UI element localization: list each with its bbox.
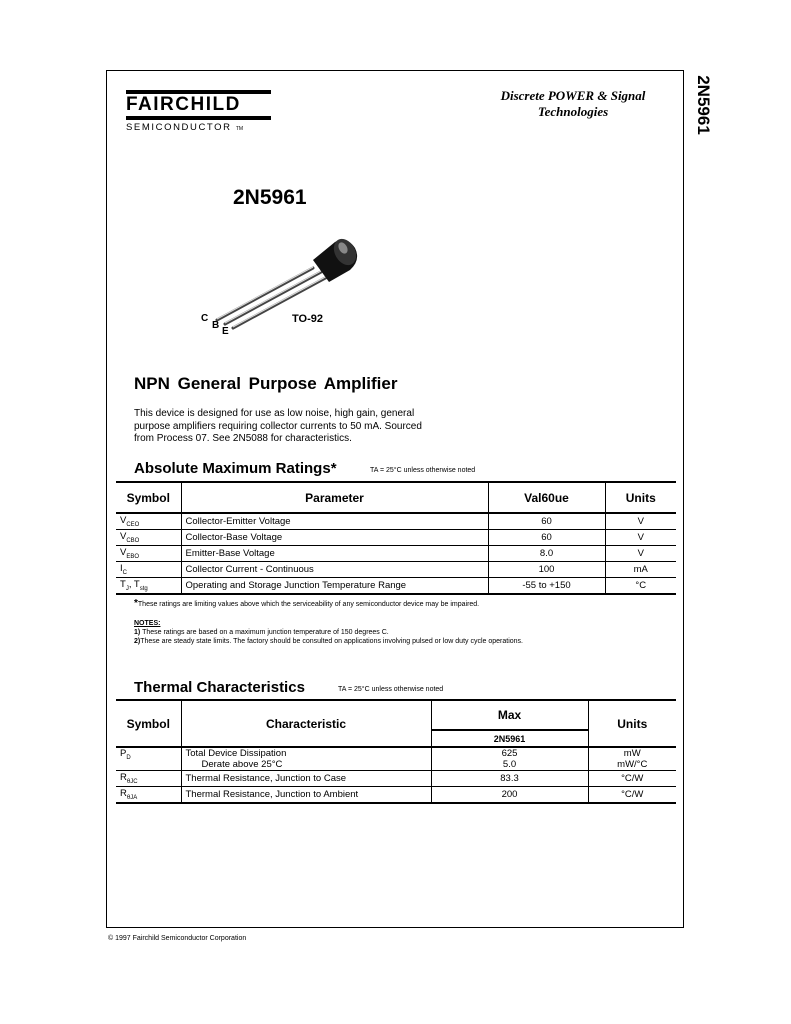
abs-max-condition: TA = 25°C unless otherwise noted: [370, 467, 476, 474]
tagline: Discrete POWER & Signal Technologies: [500, 88, 646, 119]
abs-max-title: Absolute Maximum Ratings*: [134, 460, 337, 477]
thermal-condition: TA = 25°C unless otherwise noted: [338, 686, 444, 693]
col-units: Units: [605, 482, 676, 513]
table-row: $T_J$, $T_{stg}$ Operating and Storage Junction Temperature Range -55 to +150 °C: [116, 578, 676, 595]
col-device: 2N5961: [431, 730, 588, 747]
thermal-title: Thermal Characteristics: [134, 679, 305, 696]
col-value: Val60ue: [488, 482, 605, 513]
table-row: $I_C$ Collector Current - Continuous 100 mA: [116, 562, 676, 578]
col-symbol: Symbol: [116, 482, 181, 513]
table-row: $V_{CEO}$ Collector-Emitter Voltage 60 V: [116, 513, 676, 530]
notes-title: NOTES:: [134, 620, 161, 627]
side-part-number: 2N5961: [694, 75, 713, 135]
to92-package-drawing: [195, 230, 365, 340]
note-1: 1) These ratings are based on a maximum junction temperature of 150 degrees C.: [134, 629, 389, 636]
pin-label-e: E: [222, 326, 229, 337]
col-units: Units: [588, 700, 676, 747]
table-row: $P_D$ Total Device Dissipation Derate above 25°C 625 5.0 mW mW/°C: [116, 747, 676, 771]
logo-tm: TM: [235, 126, 244, 132]
col-max: Max: [431, 700, 588, 730]
copyright: © 1997 Fairchild Semiconductor Corporation: [108, 935, 247, 942]
table-row: $V_{CBO}$ Collector-Base Voltage 60 V: [116, 530, 676, 546]
package-name: TO-92: [292, 313, 323, 325]
note-2: 2)These are steady state limits. The factory should be consulted on applications involving pulsed or low duty cycle operations.: [134, 638, 523, 645]
pin-label-c: C: [201, 313, 209, 324]
col-characteristic: Characteristic: [181, 700, 431, 747]
abs-max-footnote: *These ratings are limiting values above which the serviceability of any semiconductor device may be impaired.: [134, 598, 480, 609]
table-row: $R_{\theta JC}$ Thermal Resistance, Junction to Case 83.3 °C/W: [116, 771, 676, 787]
pin-label-b: B: [212, 320, 220, 331]
logo-word: FAIRCHILD: [126, 94, 241, 115]
table-row: $V_{EBO}$ Emitter-Base Voltage 8.0 V: [116, 546, 676, 562]
col-symbol: Symbol: [116, 700, 181, 747]
thermal-table: [116, 699, 676, 804]
device-heading: NPN General Purpose Amplifier: [134, 374, 398, 393]
part-title: 2N5961: [233, 186, 307, 209]
fairchild-logo: [126, 90, 271, 133]
device-description: This device is designed for use as low noise, high gain, general purpose amplifiers requiring collector currents to 50 mA. Sourced from Process 07. See 2N5088 for characteristics.: [134, 408, 422, 444]
col-parameter: Parameter: [181, 482, 488, 513]
logo-sub: SEMICONDUCTOR: [126, 122, 232, 133]
table-row: $R_{\theta JA}$ Thermal Resistance, Junction to Ambient 200 °C/W: [116, 787, 676, 804]
abs-max-table: [116, 481, 676, 595]
